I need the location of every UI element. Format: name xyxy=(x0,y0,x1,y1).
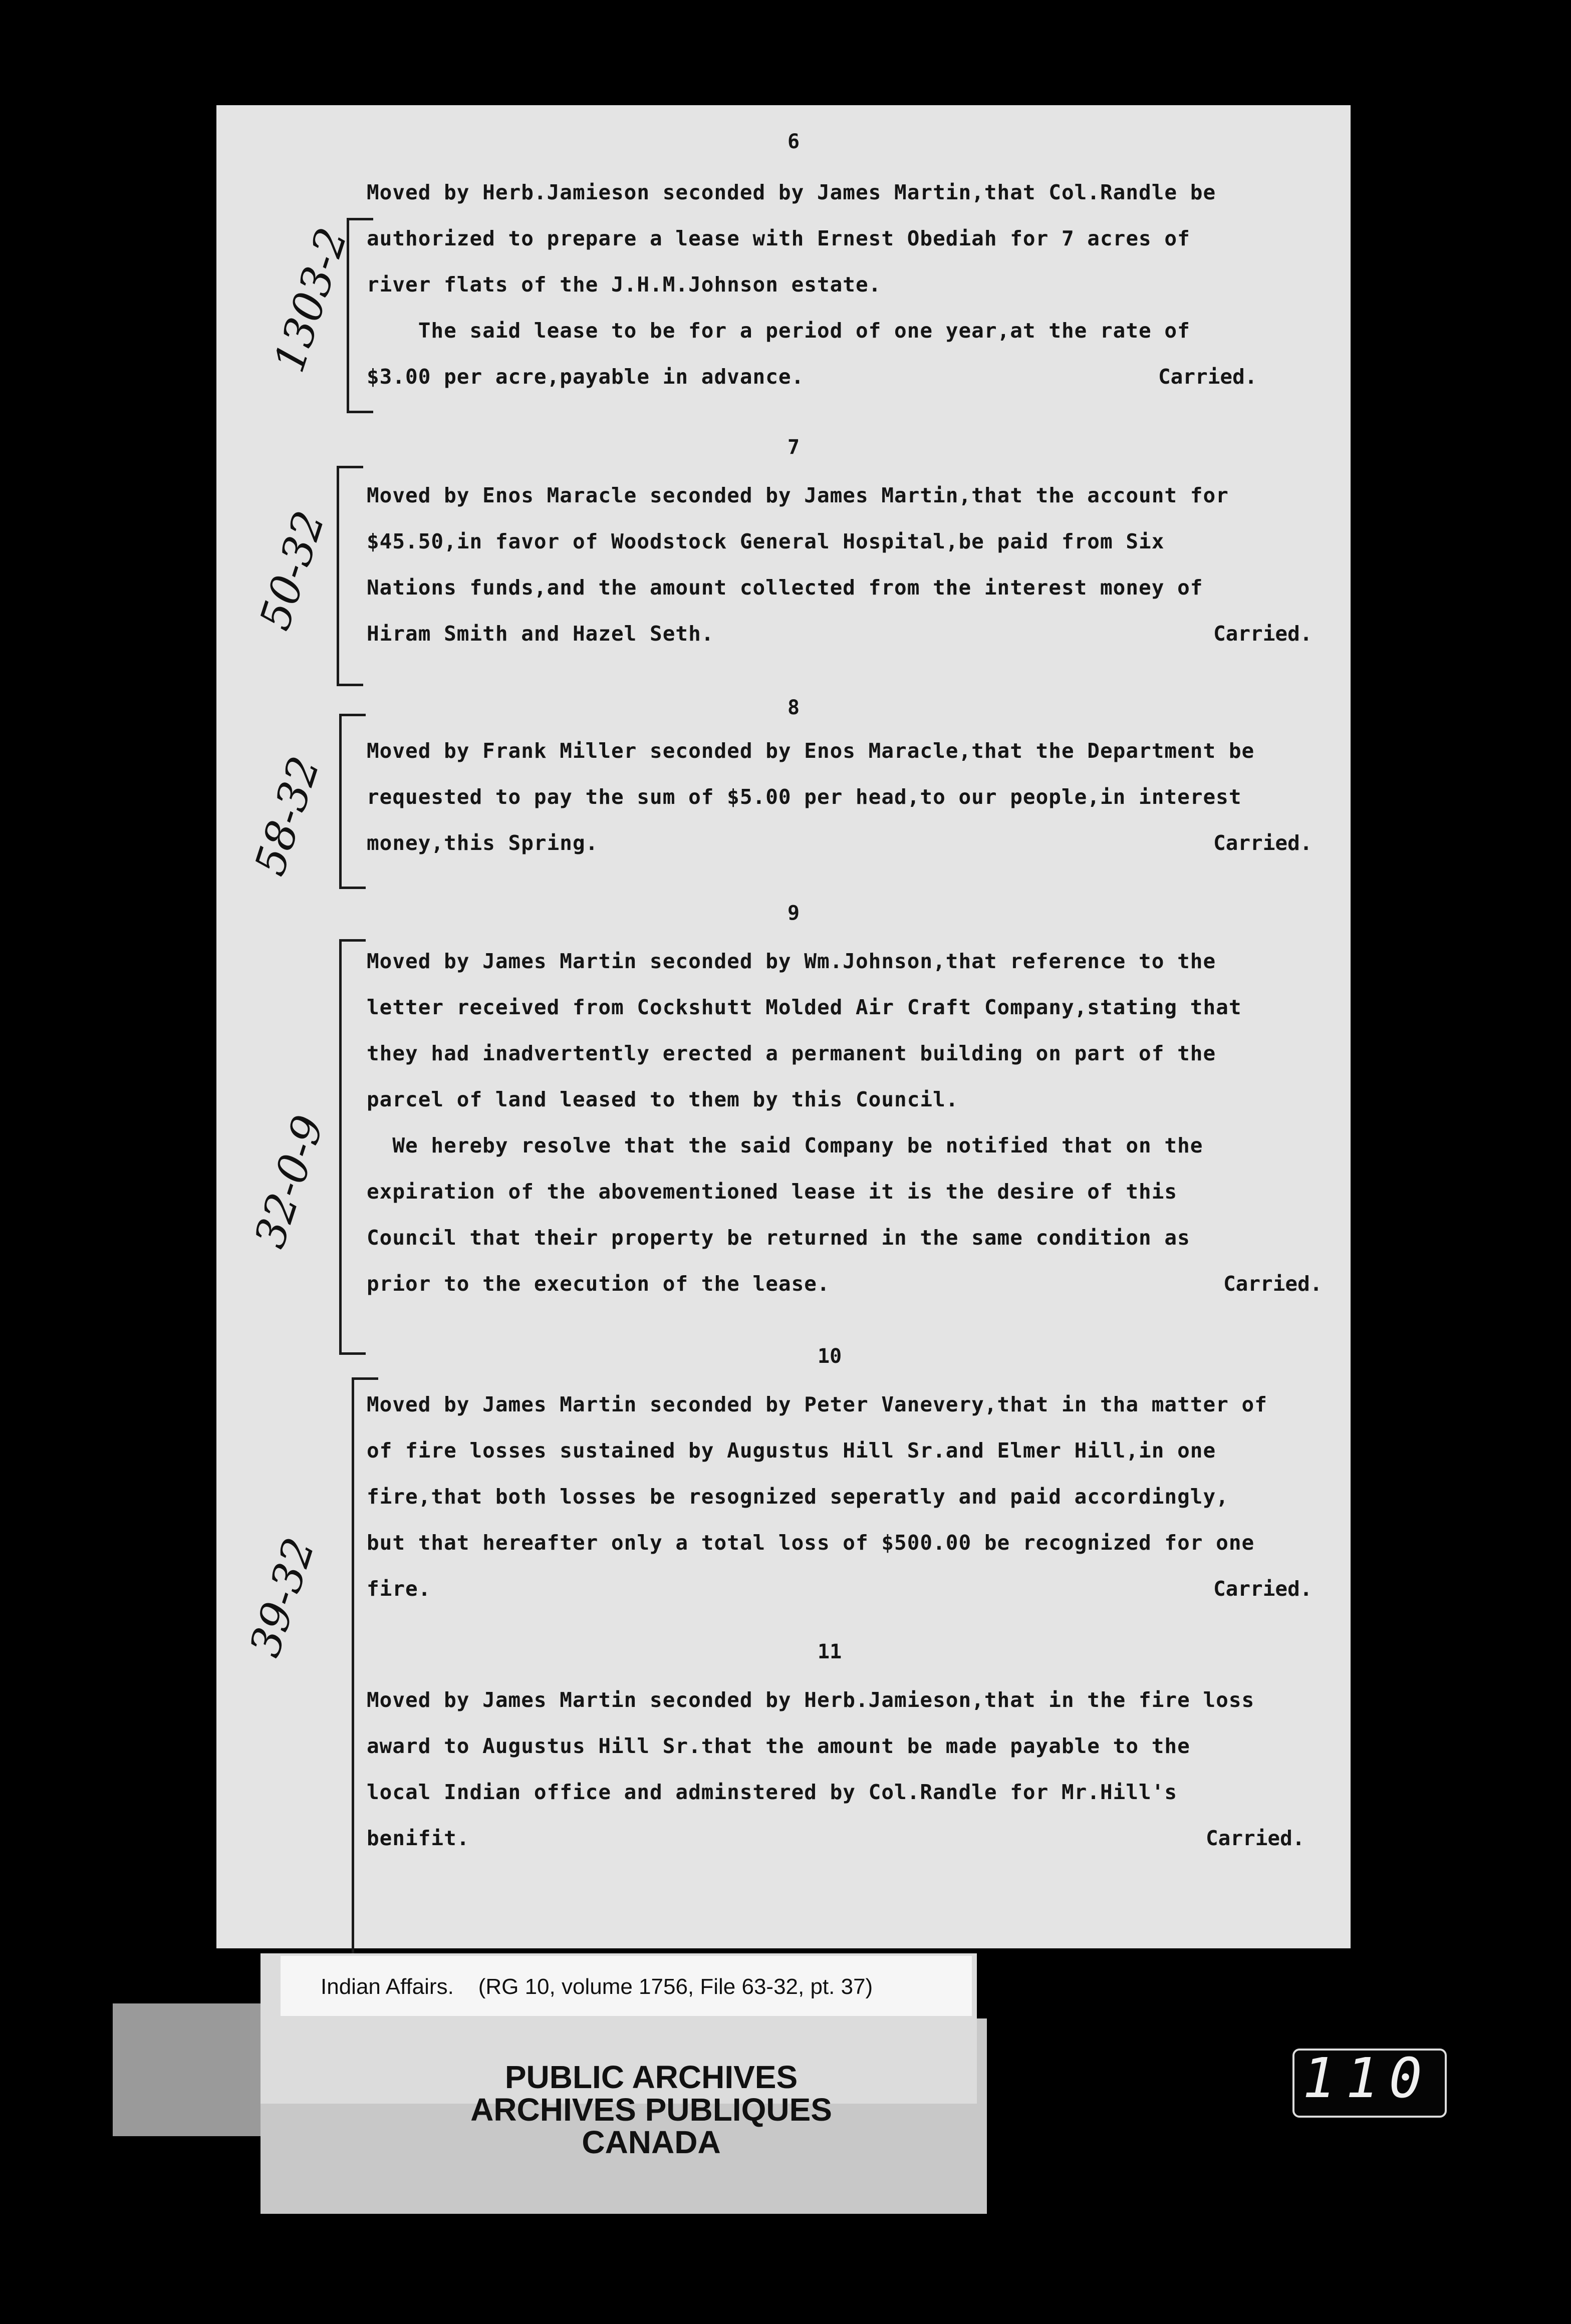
document-page xyxy=(216,105,1351,1948)
handwritten-note-8: 58-32 xyxy=(245,750,330,882)
handwritten-note-7: 50-32 xyxy=(250,505,335,636)
resolution-number-10: 10 xyxy=(818,1345,842,1368)
res8-line-2: requested to pay the sum of $5.00 per head,to our people,in interest xyxy=(367,785,1242,809)
res9-line-8: prior to the execution of the lease. xyxy=(367,1272,830,1296)
bracket-8 xyxy=(339,714,366,889)
stamp-line-1: PUBLIC ARCHIVES xyxy=(504,2059,798,2095)
stamp-line-2: ARCHIVES PUBLIQUES xyxy=(470,2092,832,2128)
carried-10: Carried. xyxy=(1213,1577,1313,1601)
res9-line-2: letter received from Cockshutt Molded Air Craft Company,stating that xyxy=(367,995,1242,1019)
resolution-number-9: 9 xyxy=(788,902,800,925)
bracket-9 xyxy=(339,939,366,1355)
res11-line-2: award to Augustus Hill Sr.that the amount be made payable to the xyxy=(367,1734,1190,1758)
res6-line-5: $3.00 per acre,payable in advance. xyxy=(367,365,805,389)
res7-line-1: Moved by Enos Maracle seconded by James Martin,that the account for xyxy=(367,483,1229,507)
res9-line-3: they had inadvertently erected a permanent building on part of the xyxy=(367,1041,1216,1065)
carried-8: Carried. xyxy=(1213,831,1313,855)
res10-line-5: fire. xyxy=(367,1577,431,1601)
res6-line-3: river flats of the J.H.M.Johnson estate. xyxy=(367,272,882,297)
carried-7: Carried. xyxy=(1213,622,1313,646)
res9-line-6: expiration of the abovementioned lease it is the desire of this xyxy=(367,1180,1178,1204)
carried-6: Carried. xyxy=(1158,365,1257,389)
carried-9: Carried. xyxy=(1223,1272,1323,1296)
res6-line-2: authorized to prepare a lease with Ernest Obediah for 7 acres of xyxy=(367,226,1190,250)
res9-line-7: Council that their property be returned in the same condition as xyxy=(367,1226,1190,1250)
res6-line-1: Moved by Herb.Jamieson seconded by James Martin,that Col.Randle be xyxy=(367,180,1216,204)
bracket-7 xyxy=(337,466,363,686)
res7-line-2: $45.50,in favor of Woodstock General Hospital,be paid from Six xyxy=(367,529,1165,553)
resolution-number-8: 8 xyxy=(788,696,800,719)
carried-11: Carried. xyxy=(1206,1826,1305,1850)
res6-line-4: The said lease to be for a period of one year,at the rate of xyxy=(367,319,1190,343)
res9-line-4: parcel of land leased to them by this Council. xyxy=(367,1087,959,1111)
res10-line-2: of fire losses sustained by Augustus Hill Sr.and Elmer Hill,in one xyxy=(367,1438,1216,1463)
handwritten-note-6: 1303-2 xyxy=(264,222,357,378)
res7-line-4: Hiram Smith and Hazel Seth. xyxy=(367,622,714,646)
res9-line-1: Moved by James Martin seconded by Wm.Johnson,that reference to the xyxy=(367,949,1216,973)
res11-line-4: benifit. xyxy=(367,1826,470,1850)
res10-line-4: but that hereafter only a total loss of $500.00 be recognized for one xyxy=(367,1531,1255,1555)
resolution-number-11: 11 xyxy=(818,1640,842,1663)
res8-line-1: Moved by Frank Miller seconded by Enos Maracle,that the Department be xyxy=(367,739,1255,763)
res11-line-1: Moved by James Martin seconded by Herb.Jamieson,that in the fire loss xyxy=(367,1688,1255,1712)
handwritten-note-10: 39-32 xyxy=(240,1532,325,1663)
resolution-number-6: 6 xyxy=(788,130,800,153)
res10-line-3: fire,that both losses be resognized seperatly and paid accordingly, xyxy=(367,1485,1229,1509)
handwritten-note-9: 32-0-9 xyxy=(244,1109,334,1254)
stamp-line-3: CANADA xyxy=(582,2124,721,2160)
res8-line-3: money,this Spring. xyxy=(367,831,599,855)
frame-counter-number: 110 xyxy=(1302,2046,1432,2110)
archive-reference: Indian Affairs. (RG 10, volume 1756, File 63-32, pt. 37) xyxy=(321,1974,873,1999)
res11-line-3: local Indian office and adminstered by Col.Randle for Mr.Hill's xyxy=(367,1780,1178,1804)
res10-line-1: Moved by James Martin seconded by Peter Vanevery,that in tha matter of xyxy=(367,1392,1267,1416)
res9-line-5: We hereby resolve that the said Company be notified that on the xyxy=(367,1133,1203,1157)
resolution-number-7: 7 xyxy=(788,436,800,459)
res7-line-3: Nations funds,and the amount collected from the interest money of xyxy=(367,575,1203,600)
